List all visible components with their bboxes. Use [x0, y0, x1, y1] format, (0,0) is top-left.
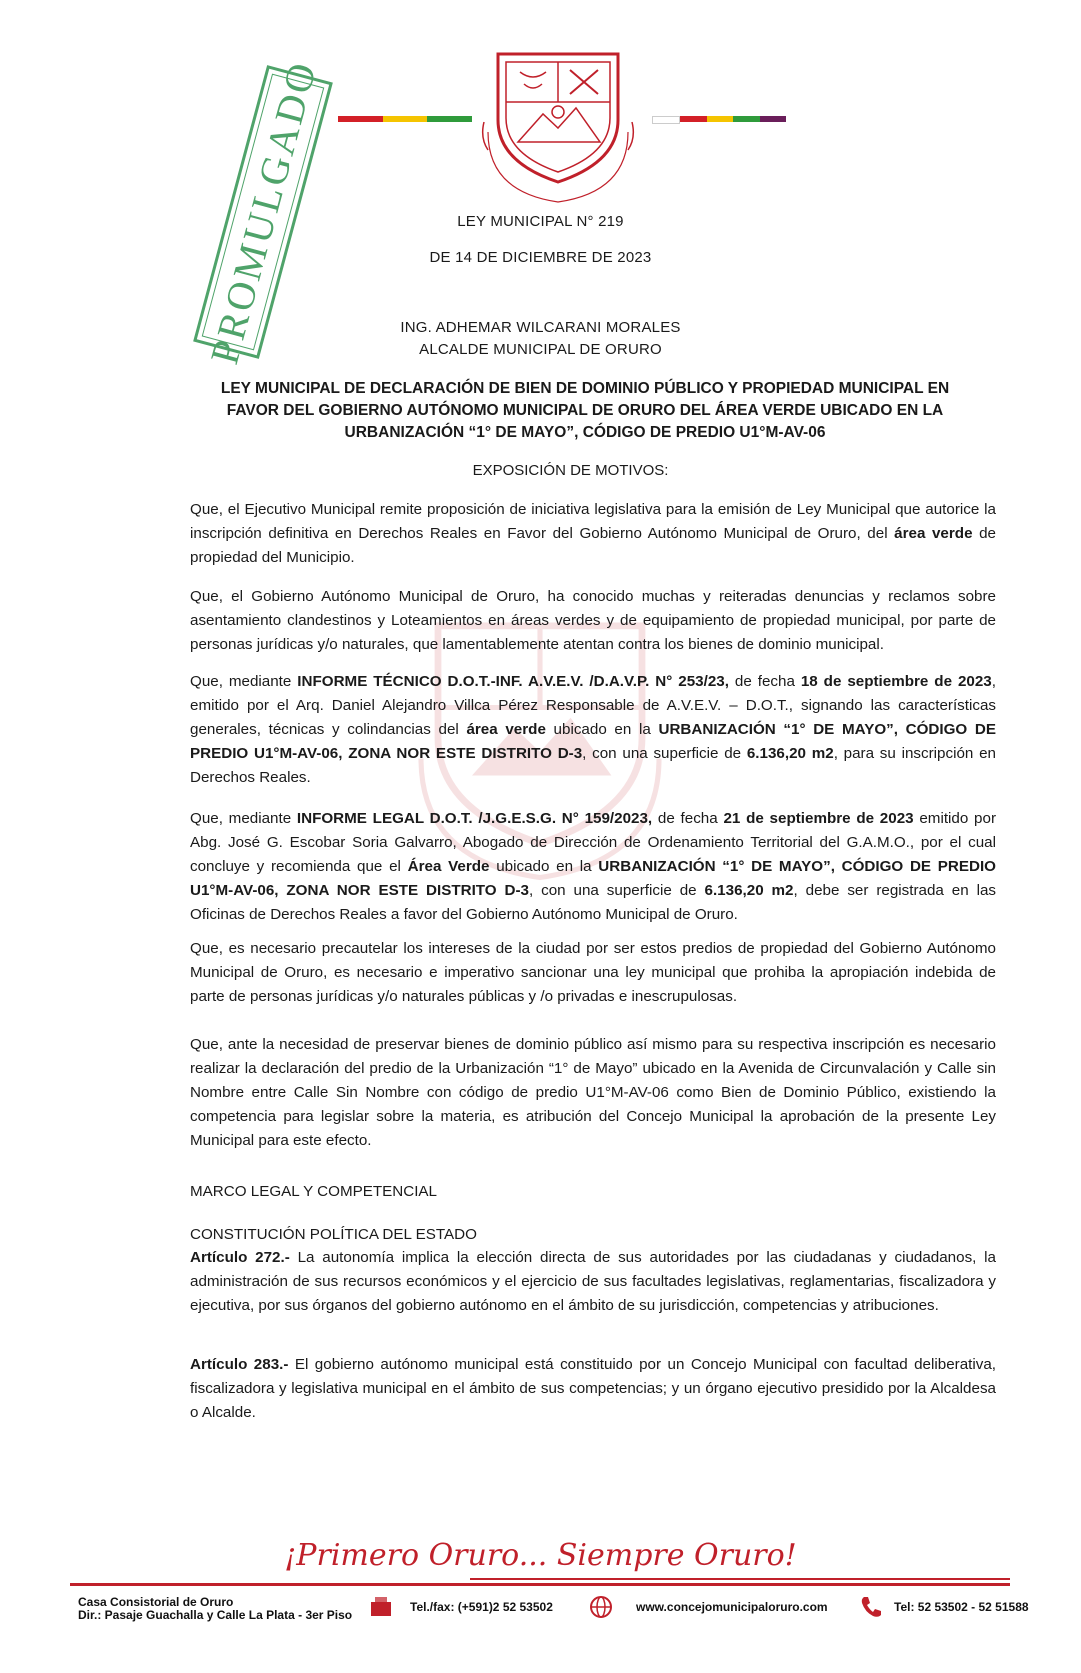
official-name: ING. ADHEMAR WILCARANI MORALES — [400, 319, 681, 336]
law-title — [190, 378, 980, 444]
paragraph-2: Que, el Gobierno Autónomo Municipal de Oruro, ha conocido muchas y reiteradas denuncias y reclamos sobre asentamiento clandestinos y Loteamientos en áreas verdes y de equipamiento de propiedad municipal, por parte de personas jurídicas y/o naturales, que lamentablemente atentan contra los bienes de dominio municipal. — [190, 588, 996, 653]
paragraph-3: Que, mediante INFORME TÉCNICO D.O.T.-INF. A.V.E.V. /D.A.V.P. N° 253/23, de fecha 18 de septiembre de 2023, emitido por el Arq. Daniel Alejandro Villca Pérez Responsable de A.V.E.V. – D.O.T., signando las características generales, técnicas y colindancias del área verde ubicado en la URBANIZACIÓN “1° DE MAYO”, CÓDIGO DE PREDIO U1°M-AV-06, ZONA NOR ESTE DISTRITO D-3, con una superficie de 6.136,20 m2, para su inscripción en Derechos Reales. — [190, 673, 996, 786]
law-date: DE 14 DE DICIEMBRE DE 2023 — [429, 249, 652, 266]
footer-divider — [70, 1583, 1010, 1586]
article-283: Artículo 283.- El gobierno autónomo municipal está constituido por un Concejo Municipal con facultad deliberativa, fiscalizadora y legislativa municipal en el ámbito de sus competencias; y un órgano ejecutivo presidido por la Alcaldesa o Alcalde. — [190, 1356, 997, 1421]
footer-divider — [470, 1578, 1010, 1580]
official-role: ALCALDE MUNICIPAL DE ORURO — [419, 341, 662, 358]
fax-icon — [368, 1594, 394, 1620]
law-number: LEY MUNICIPAL N° 219 — [457, 213, 624, 230]
promulgado-stamp: PROMULGADO — [193, 65, 333, 359]
footer-phone: Tel: 52 53502 - 52 51588 — [894, 1600, 1029, 1614]
municipal-emblem-icon — [458, 42, 658, 212]
legal-heading: MARCO LEGAL Y COMPETENCIAL — [190, 1183, 438, 1200]
law-title-line: URBANIZACIÓN “1° DE MAYO”, CÓDIGO DE PREDIO U1°M-AV-06 — [344, 424, 826, 441]
footer-telfax: Tel./fax: (+591)2 52 53502 — [410, 1600, 553, 1614]
footer-address-line: Dir.: Pasaje Guachalla y Calle La Plata - 3er Piso — [78, 1608, 353, 1622]
footer-address — [78, 1596, 352, 1622]
phone-icon — [858, 1594, 884, 1620]
paragraph-4: Que, mediante INFORME LEGAL D.O.T. /J.G.E.S.G. N° 159/2023, de fecha 21 de septiembre de 2023 emitido por Abg. José G. Escobar Soria Galvarro, Abogado de Dirección de Ordenamiento Territorial del G.A.M.O., por el cual concluye y recomienda que el Área Verde ubicado en la URBANIZACIÓN “1° DE MAYO”, CÓDIGO DE PREDIO U1°M-AV-06, ZONA NOR ESTE DISTRITO D-3, con una superficie de 6.136,20 m2, debe ser registrada en las Oficinas de Derechos Reales a favor del Gobierno Autónomo Municipal de Oruro. — [190, 810, 997, 923]
paragraph-1: Que, el Ejecutivo Municipal remite proposición de iniciativa legislativa para la emisión de Ley Municipal que autorice la inscripción definitiva en Derechos Reales en Favor del Gobierno Autónomo Municipal de Oruro, del área verde de propiedad del Municipio. — [190, 501, 996, 566]
flag-stripe-right — [652, 116, 786, 122]
globe-icon — [588, 1594, 614, 1620]
law-title-line: FAVOR DEL GOBIERNO AUTÓNOMO MUNICIPAL DE ORURO DEL ÁREA VERDE UBICADO EN LA — [226, 402, 944, 419]
footer-slogan: ¡Primero Oruro... Siempre Oruro! — [284, 1538, 797, 1573]
footer-address-line: Casa Consistorial de Oruro — [78, 1595, 234, 1609]
law-title-line: LEY MUNICIPAL DE DECLARACIÓN DE BIEN DE DOMINIO PÚBLICO Y PROPIEDAD MUNICIPAL EN — [220, 380, 950, 397]
flag-stripe-left — [338, 116, 472, 122]
motives-heading: EXPOSICIÓN DE MOTIVOS: — [472, 462, 669, 479]
paragraph-5: Que, es necesario precautelar los intereses de la ciudad por ser estos predios de propiedad del Gobierno Autónomo Municipal de Oruro, es necesario e imperativo sancionar una ley municipal que prohiba la apropiación indebida de parte de personas jurídicas y/o naturales públicas y /o privadas e inescrupulosas. — [190, 940, 996, 1005]
footer-website: www.concejomunicipaloruro.com — [636, 1600, 828, 1614]
article-272: Artículo 272.- La autonomía implica la elección directa de sus autoridades por las ciudadanas y ciudadanos, la administración de sus recursos económicos y el ejercicio de sus facultades legislativas, reglamentarias, fiscalizadora y ejecutiva, por sus órganos del gobierno autónomo en el ámbito de su jurisdicción, competencias y atribuciones. — [190, 1249, 996, 1314]
paragraph-6: Que, ante la necesidad de preservar bienes de dominio público así mismo para su respectiva inscripción es necesario realizar la declaración del predio de la Urbanización “1° de Mayo” ubicado en la Avenida de Circunvalación y Calle sin Nombre entre Calle Sin Nombre con código de predio U1°M-AV-06 como Bien de Dominio Público, existiendo la competencia para legislar sobre la materia, es atribución del Concejo Municipal la aprobación de la presente Ley Municipal para este efecto. — [190, 1036, 996, 1149]
constitution-heading: CONSTITUCIÓN POLÍTICA DEL ESTADO — [190, 1226, 477, 1243]
